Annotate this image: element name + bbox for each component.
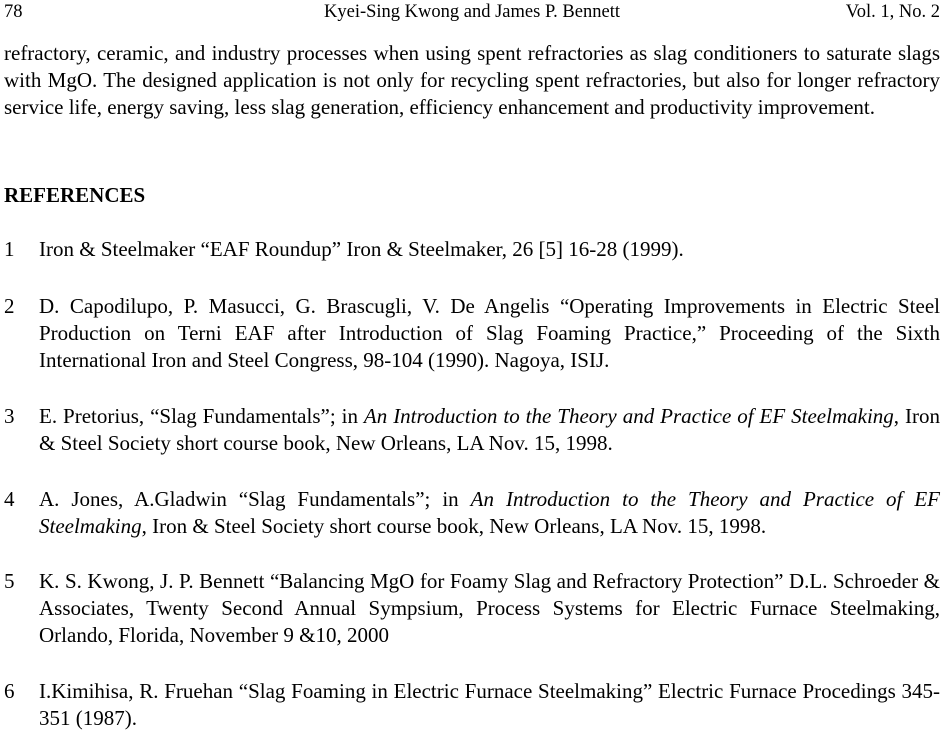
reference-number: 2	[4, 294, 15, 318]
reference-item	[4, 293, 940, 374]
reference-number: 5	[4, 569, 15, 593]
paper-page	[4, 0, 940, 734]
reference-text-plain: K. S. Kwong, J. P. Bennett “Balancing MgO for Foamy Slag and Refractory Protection” D.L. Schroeder & Associates, Twenty Second Annual Sympsium, Process Systems for Electric Furnace Steelmaking, Orlando, Florida, November 9 &10, 2000	[39, 569, 940, 647]
reference-number: 3	[4, 404, 15, 428]
reference-text	[39, 293, 940, 374]
reference-text-plain: A. Jones, A.Gladwin “Slag Fundamentals”; in	[39, 487, 471, 511]
reference-item	[4, 568, 940, 649]
reference-text	[39, 236, 940, 263]
reference-text	[39, 486, 940, 540]
reference-item	[4, 678, 940, 732]
reference-number: 1	[4, 237, 15, 261]
header-authors: Kyei-Sing Kwong and James P. Bennett	[324, 2, 620, 22]
reference-text-plain: I.Kimihisa, R. Fruehan “Slag Foaming in Electric Furnace Steelmaking” Electric Furnace Procedings 345-351 (1987).	[39, 679, 940, 730]
reference-item	[4, 486, 940, 540]
reference-item	[4, 403, 940, 457]
body-paragraph: refractory, ceramic, and industry processes when using spent refractories as slag conditioners to saturate slags with MgO. The designed application is not only for recycling spent refractories, but also for longer refractory service life, energy saving, less slag generation, efficiency enhancement and productivity improvement.	[4, 41, 940, 119]
reference-text-plain: , Iron & Steel Society short course book, New Orleans, LA Nov. 15, 1998.	[141, 514, 767, 538]
running-header	[4, 0, 940, 26]
reference-text-plain: Iron & Steelmaker “EAF Roundup” Iron & Steelmaker, 26 [5] 16-28 (1999).	[39, 237, 684, 261]
reference-book-title: An Introduction to the Theory and Practice of EF Steelmaking	[363, 404, 894, 428]
reference-item	[4, 236, 940, 263]
reference-text-plain: D. Capodilupo, P. Masucci, G. Brascugli, V. De Angelis “Operating Improvements in Electric Steel Production on Terni EAF after Introduction of Slag Foaming Practice,” Proceeding of the Sixth International Iron and Steel Congress, 98-104 (1990). Nagoya, ISIJ.	[39, 294, 940, 372]
reference-text	[39, 403, 940, 457]
reference-text-plain: E. Pretorius, “Slag Fundamentals”; in	[39, 404, 364, 428]
page-number: 78	[4, 2, 23, 22]
reference-number: 4	[4, 487, 15, 511]
reference-number: 6	[4, 679, 15, 703]
reference-text	[39, 678, 940, 732]
reference-text	[39, 568, 940, 649]
header-volume: Vol. 1, No. 2	[845, 2, 940, 22]
references-heading: REFERENCES	[4, 183, 146, 207]
reference-text-plain: , Iron & Steel Society short course book, New Orleans, LA Nov. 15, 1998.	[39, 404, 940, 455]
reference-book-title: An Introduction to the Theory and Practice of EF Steelmaking	[39, 487, 940, 538]
